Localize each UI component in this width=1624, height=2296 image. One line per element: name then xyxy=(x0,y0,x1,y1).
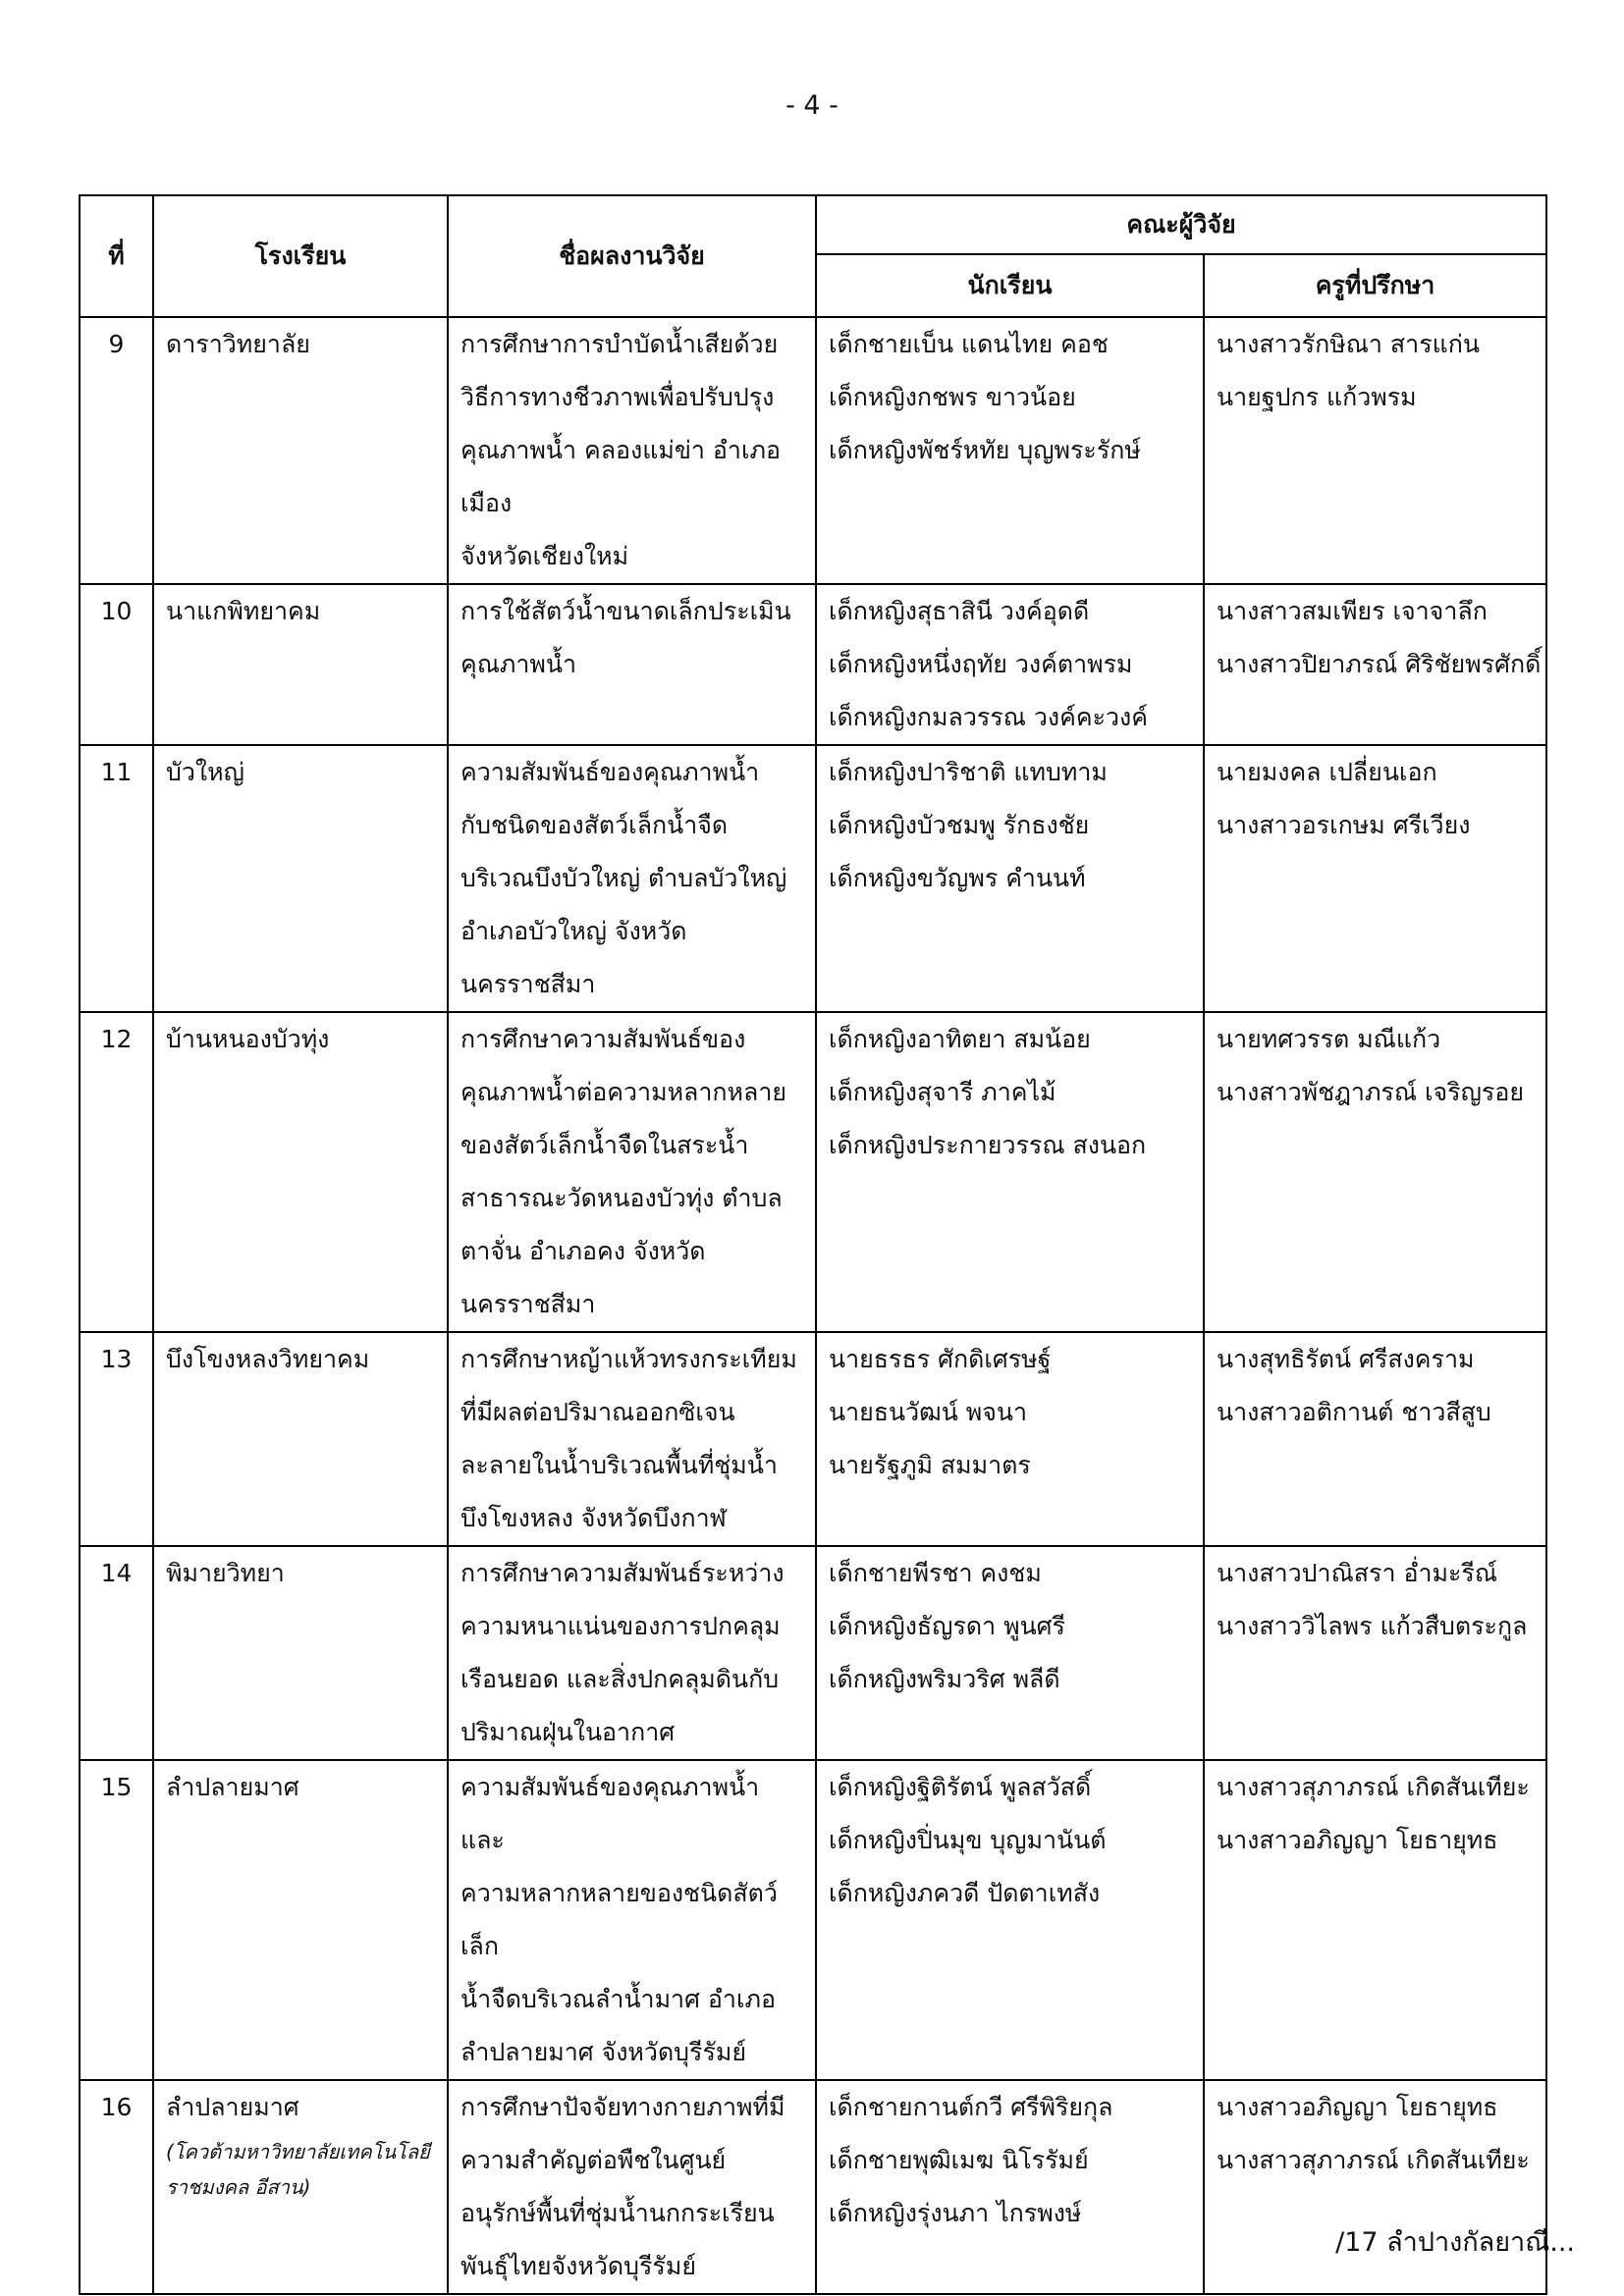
advisor-name-line: นางสุทธิรัตน์ ศรีสงคราม xyxy=(1217,1345,1475,1373)
student-name-line: เด็กหญิงกมลวรรณ วงค์คะวงค์ xyxy=(829,703,1148,731)
table-row xyxy=(80,1332,1546,1546)
student-name-cell xyxy=(816,1332,1204,1546)
research-title-line: พันธุ์ไทยจังหวัดบุรีรัมย์ xyxy=(460,2252,696,2280)
row-number: 14 xyxy=(80,1546,153,1760)
school-cell xyxy=(153,1760,448,2080)
advisor-name-line: นายทศวรรต มณีแก้ว xyxy=(1217,1025,1441,1053)
student-name-line: เด็กชายพีรชา คงชม xyxy=(829,1559,1042,1587)
student-name-line: เด็กหญิงรุ่งนภา ไกรพงษ์ xyxy=(829,2199,1082,2227)
table-row xyxy=(80,2080,1546,2294)
advisor-name-line: นางสาวสุภาภรณ์ เกิดสันเทียะ xyxy=(1217,1773,1530,1801)
student-name-line: เด็กหญิงสุธาสินี วงค์อุดดี xyxy=(829,597,1090,625)
research-title-cell xyxy=(448,1012,816,1332)
row-number: 16 xyxy=(80,2080,153,2294)
advisor-name-line: นางสาววิไลพร แก้วสืบตระกูล xyxy=(1217,1612,1528,1640)
research-title-line: การศึกษาความสัมพันธ์ของ xyxy=(460,1025,746,1053)
research-title-line: ลำปลายมาศ จังหวัดบุรีรัมย์ xyxy=(460,2038,747,2066)
research-title-cell xyxy=(448,1760,816,2080)
research-title-cell xyxy=(448,2080,816,2294)
advisor-name-line: นางสาวสมเพียร เจาจาลึก xyxy=(1217,597,1488,625)
research-title-cell xyxy=(448,1546,816,1760)
research-title-line: บึงโขงหลง จังหวัดบึงกาฬ xyxy=(460,1504,727,1532)
advisor-name-cell xyxy=(1204,1760,1546,2080)
student-name-cell xyxy=(816,745,1204,1012)
header-advisors: ครูที่ปรึกษา xyxy=(1204,254,1546,317)
research-title-line: สาธารณะวัดหนองบัวทุ่ง ตำบล xyxy=(460,1184,783,1212)
student-name-cell xyxy=(816,317,1204,584)
student-name-line: เด็กหญิงธัญรดา พูนศรี xyxy=(829,1612,1065,1640)
advisor-name-cell xyxy=(1204,1332,1546,1546)
research-table xyxy=(79,194,1547,2295)
advisor-name-line: นางสาวรักษิณา สารแก่น xyxy=(1217,330,1480,358)
student-name-cell xyxy=(816,1546,1204,1760)
header-title: ชื่อผลงานวิจัย xyxy=(448,195,816,317)
student-name-line: เด็กหญิงภควดี ปัดตาเทสัง xyxy=(829,1879,1101,1907)
advisor-name-line: นายฐปกร แก้วพรม xyxy=(1217,383,1417,411)
research-title-line: การศึกษาหญ้าแห้วทรงกระเทียม xyxy=(460,1345,797,1373)
header-research-team: คณะผู้วิจัย xyxy=(816,195,1546,254)
school-cell xyxy=(153,317,448,584)
student-name-line: นายธนวัฒน์ พจนา xyxy=(829,1398,1028,1426)
research-title-line: กับชนิดของสัตว์เล็กน้ำจืด xyxy=(460,811,729,839)
student-name-line: นายรัฐภูมิ สมมาตร xyxy=(829,1451,1031,1479)
table-row xyxy=(80,1760,1546,2080)
school-name: ดาราวิทยาลัย xyxy=(166,330,310,358)
student-name-line: นายธรธร ศักดิเศรษฐ์ xyxy=(829,1345,1052,1373)
student-name-line: เด็กหญิงกชพร ขาวน้อย xyxy=(829,383,1076,411)
row-number: 15 xyxy=(80,1760,153,2080)
student-name-line: เด็กชายเบ็น แดนไทย คอช xyxy=(829,330,1109,358)
research-title-line: คุณภาพน้ำ xyxy=(460,650,577,678)
row-number: 12 xyxy=(80,1012,153,1332)
research-title-line: ละลายในน้ำบริเวณพื้นที่ชุ่มน้ำ xyxy=(460,1451,778,1479)
research-title-line: การศึกษาการบำบัดน้ำเสียด้วย xyxy=(460,330,779,358)
row-number: 11 xyxy=(80,745,153,1012)
advisor-name-line: นายมงคล เปลี่ยนเอก xyxy=(1217,758,1437,786)
research-title-cell xyxy=(448,1332,816,1546)
school-cell xyxy=(153,1546,448,1760)
student-name-line: เด็กชายพุฒิเมฆ นิโรรัมย์ xyxy=(829,2146,1089,2174)
research-title-line: จังหวัดเชียงใหม่ xyxy=(460,542,629,570)
school-name: บึงโขงหลงวิทยาคม xyxy=(166,1345,370,1373)
table-row xyxy=(80,745,1546,1012)
student-name-line: เด็กหญิงบัวชมพู รักธงชัย xyxy=(829,811,1090,839)
advisor-name-line: นางสาวปิยาภรณ์ ศิริชัยพรศักดิ์ xyxy=(1217,650,1542,678)
research-title-line: ปริมาณฝุ่นในอากาศ xyxy=(460,1718,676,1746)
research-title-cell xyxy=(448,317,816,584)
advisor-name-line: นางสาวอรเกษม ศรีเวียง xyxy=(1217,811,1471,839)
header-no: ที่ xyxy=(80,195,153,317)
student-name-line: เด็กหญิงหนึ่งฤทัย วงค์ตาพรม xyxy=(829,650,1133,678)
advisor-name-cell xyxy=(1204,1546,1546,1760)
advisor-name-cell xyxy=(1204,584,1546,745)
table-row xyxy=(80,584,1546,745)
advisor-name-line: นางสาวอติกานต์ ชาวสีสูบ xyxy=(1217,1398,1491,1426)
school-name: ลำปลายมาศ xyxy=(166,1773,299,1801)
advisor-name-line: นางสาวพัชฎาภรณ์ เจริญรอย xyxy=(1217,1078,1525,1106)
student-name-line: เด็กหญิงพริมวริศ พลีดี xyxy=(829,1665,1060,1693)
student-name-cell xyxy=(816,584,1204,745)
research-title-line: เรือนยอด และสิ่งปกคลุมดินกับ xyxy=(460,1665,780,1693)
research-title-line: ความหนาแน่นของการปกคลุม xyxy=(460,1612,781,1640)
student-name-line: เด็กหญิงขวัญพร คำนนท์ xyxy=(829,864,1086,892)
student-name-cell xyxy=(816,1760,1204,2080)
advisor-name-cell xyxy=(1204,745,1546,1012)
research-title-line: การศึกษาปัจจัยทางกายภาพที่มี xyxy=(460,2093,785,2121)
research-title-line: คุณภาพน้ำ คลองแม่ข่า อำเภอเมือง xyxy=(460,436,782,517)
advisor-name-line: นางสาวอภิญญา โยธายุทธ xyxy=(1217,1826,1498,1854)
row-number: 9 xyxy=(80,317,153,584)
research-title-cell xyxy=(448,584,816,745)
research-title-line: ที่มีผลต่อปริมาณออกซิเจน xyxy=(460,1398,735,1426)
school-note: (โควต้ามหาวิทยาลัยเทคโนโลยีราชมงคล อีสาน) xyxy=(166,2140,430,2199)
research-title-line: วิธีการทางชีวภาพเพื่อปรับปรุง xyxy=(460,383,775,411)
header-school: โรงเรียน xyxy=(153,195,448,317)
advisor-name-cell xyxy=(1204,1012,1546,1332)
research-title-line: ความสัมพันธ์ของคุณภาพน้ำและ xyxy=(460,1773,760,1854)
student-name-cell xyxy=(816,1012,1204,1332)
student-name-line: เด็กหญิงปาริชาติ แทบทาม xyxy=(829,758,1108,786)
research-title-line: การศึกษาความสัมพันธ์ระหว่าง xyxy=(460,1559,785,1587)
research-title-cell xyxy=(448,745,816,1012)
table-row xyxy=(80,1546,1546,1760)
research-title-line: บริเวณบึงบัวใหญ่ ตำบลบัวใหญ่ xyxy=(460,864,787,892)
table-header xyxy=(80,195,1546,317)
student-name-line: เด็กหญิงฐิติรัตน์ พูลสวัสดิ์ xyxy=(829,1773,1092,1801)
research-title-line: ความสำคัญต่อพืชในศูนย์ xyxy=(460,2146,727,2174)
student-name-line: เด็กชายกานต์กวี ศรีพิริยกุล xyxy=(829,2093,1113,2121)
advisor-name-line: นางสาวสุภาภรณ์ เกิดสันเทียะ xyxy=(1217,2146,1530,2174)
school-cell xyxy=(153,1012,448,1332)
header-students: นักเรียน xyxy=(816,254,1204,317)
school-cell xyxy=(153,2080,448,2294)
research-title-line: นครราชสีมา xyxy=(460,970,596,998)
school-cell xyxy=(153,1332,448,1546)
advisor-name-line: นางสาวอภิญญา โยธายุทธ xyxy=(1217,2093,1498,2121)
advisor-name-cell xyxy=(1204,317,1546,584)
advisor-name-line: นางสาวปาณิสรา อ่ำมะรีณ์ xyxy=(1217,1559,1498,1587)
school-name: ลำปลายมาศ xyxy=(166,2093,299,2121)
school-name: บ้านหนองบัวทุ่ง xyxy=(166,1025,330,1053)
research-title-line: การใช้สัตว์น้ำขนาดเล็กประเมิน xyxy=(460,597,791,625)
school-cell xyxy=(153,745,448,1012)
school-name: บัวใหญ่ xyxy=(166,758,244,786)
research-title-line: ความสัมพันธ์ของคุณภาพน้ำ xyxy=(460,758,760,786)
page-number: - 4 - xyxy=(785,90,839,121)
research-title-line: น้ำจืดบริเวณลำน้ำมาศ อำเภอ xyxy=(460,1985,776,2013)
table-row xyxy=(80,1012,1546,1332)
footer-continuation: /17 ลำปางกัลยาณี... xyxy=(1335,2227,1575,2258)
student-name-line: เด็กหญิงพัชร์หทัย บุญพระรักษ์ xyxy=(829,436,1141,464)
research-title-line: ของสัตว์เล็กน้ำจืดในสระน้ำ xyxy=(460,1131,749,1159)
student-name-line: เด็กหญิงปิ่นมุข บุญมานันต์ xyxy=(829,1826,1107,1854)
table-row xyxy=(80,317,1546,584)
school-cell xyxy=(153,584,448,745)
school-name: นาแกพิทยาคม xyxy=(166,597,321,625)
table-body xyxy=(80,317,1546,2294)
student-name-line: เด็กหญิงสุจารี ภาคไม้ xyxy=(829,1078,1056,1106)
research-title-line: อำเภอบัวใหญ่ จังหวัด xyxy=(460,917,687,945)
row-number: 13 xyxy=(80,1332,153,1546)
research-title-line: ความหลากหลายของชนิดสัตว์เล็ก xyxy=(460,1879,778,1960)
research-title-line: อนุรักษ์พื้นที่ชุ่มน้ำนกกระเรียน xyxy=(460,2199,775,2227)
research-title-line: ตาจั่น อำเภอคง จังหวัดนครราชสีมา xyxy=(460,1237,706,1318)
student-name-line: เด็กหญิงประกายวรรณ สงนอก xyxy=(829,1131,1147,1159)
school-name: พิมายวิทยา xyxy=(166,1559,285,1587)
student-name-line: เด็กหญิงอาทิตยา สมน้อย xyxy=(829,1025,1091,1053)
row-number: 10 xyxy=(80,584,153,745)
student-name-cell xyxy=(816,2080,1204,2294)
research-title-line: คุณภาพน้ำต่อความหลากหลาย xyxy=(460,1078,787,1106)
